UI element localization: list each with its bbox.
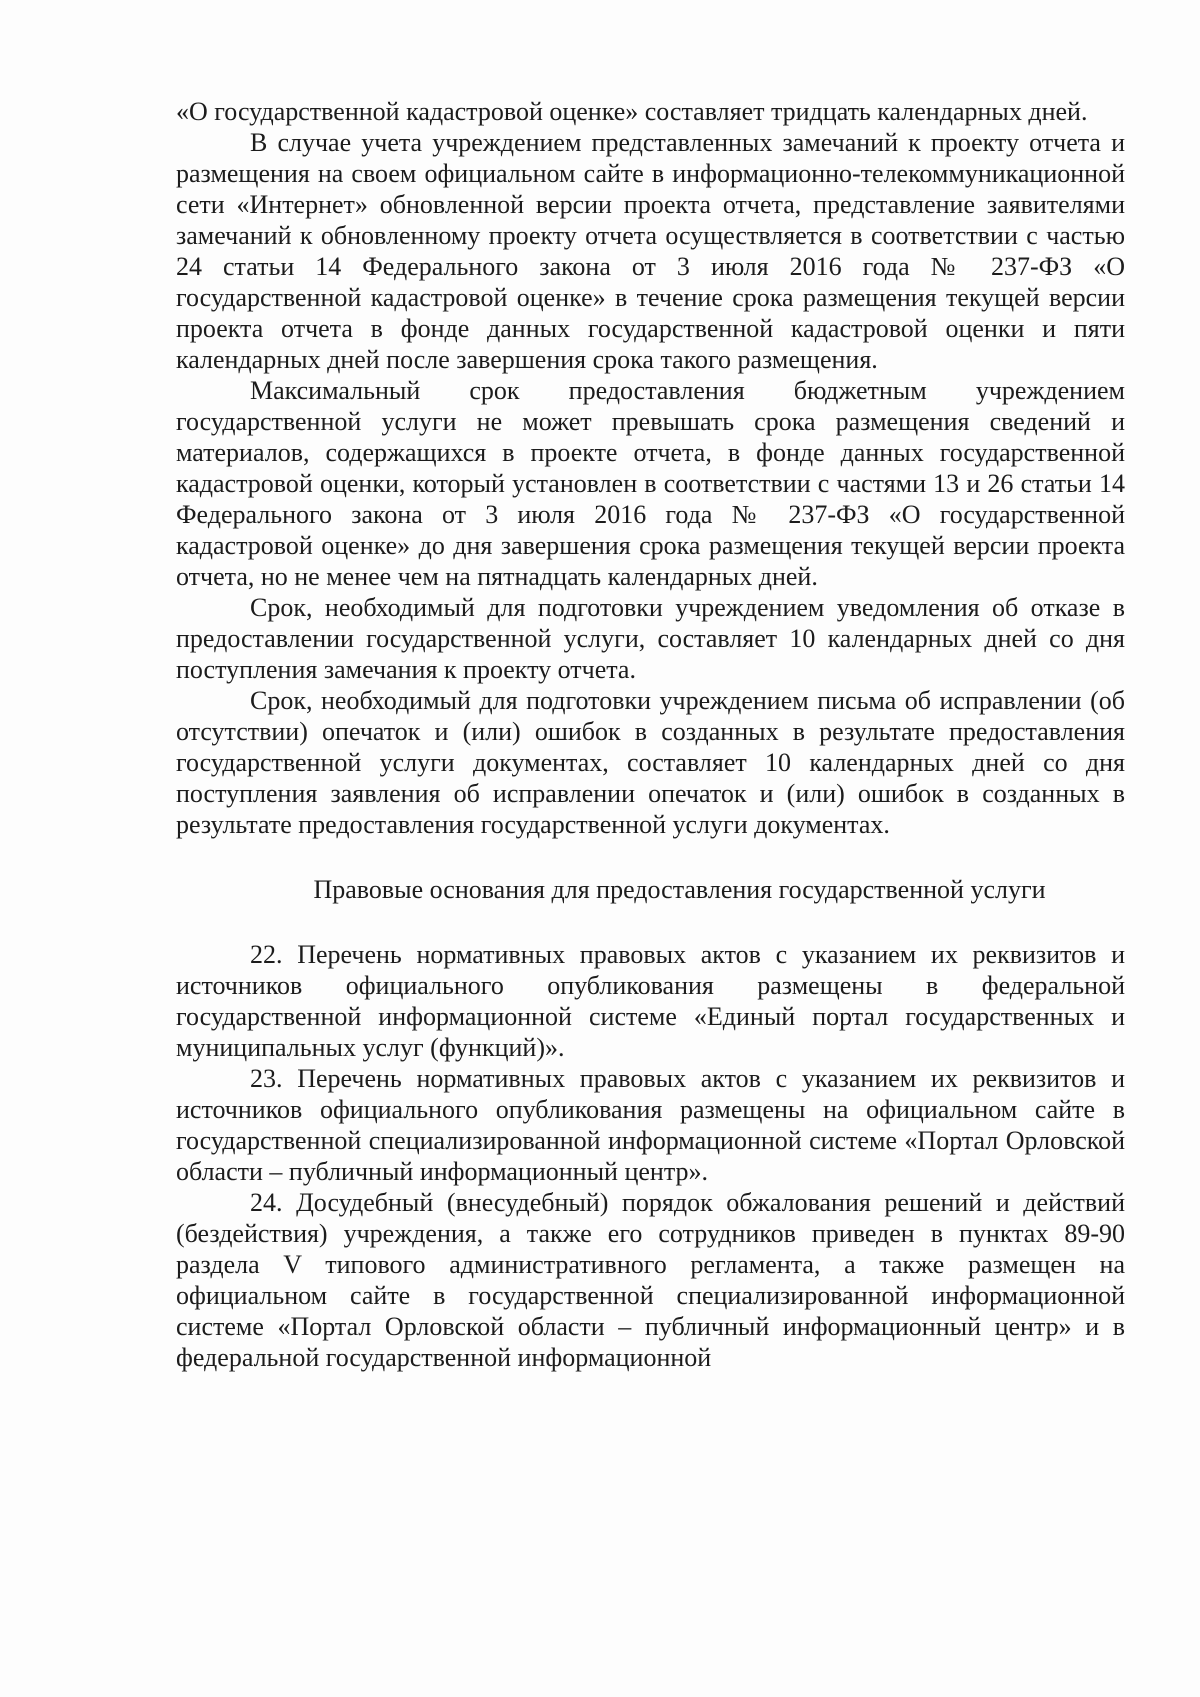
paragraph-continuation: «О государственной кадастровой оценке» составляет тридцать календарных дней. bbox=[176, 97, 1088, 126]
paragraph-comments-update: В случае учета учреждением представленных замечаний к проекту отчета и размещения на своем официальном сайте в информационно-телекоммуникационной сети «Интернет» обновленной версии проекта отчета, представление заявителями замечаний к обновленному проекту отчета осуществляется в соответствии с частью 24 статьи 14 Федерального закона от 3 июля 2016 года № 237-ФЗ «О государственной кадастровой оценке» в течение срока размещения текущей версии проекта отчета в фонде данных государственной кадастровой оценки и пяти календарных дней после завершения срока такого размещения. bbox=[176, 128, 1125, 374]
section-heading: Правовые основания для предоставления государственной услуги bbox=[313, 875, 1046, 904]
paragraph-correction-term: Срок, необходимый для подготовки учреждением письма об исправлении (об отсутствии) опечаток и (или) ошибок в созданных в результате предоставления государственной услуги документах, составляет 10 календарных дней со дня поступления заявления об исправлении опечаток и (или) ошибок в созданных в результате предоставления государственной услуги документах. bbox=[176, 686, 1125, 839]
item-23: 23. Перечень нормативных правовых актов с указанием их реквизитов и источников официального опубликования размещены на официальном сайте в государственной специализированной информационной системе «Портал Орловской области – публичный информационный центр». bbox=[176, 1064, 1125, 1186]
item-24: 24. Досудебный (внесудебный) порядок обжалования решений и действий (бездействия) учреждения, а также его сотрудников приведен в пунктах 89-90 раздела V типового административного регламента, а также размещен на официальном сайте в государственной специализированной информационной системе «Портал Орловской области – публичный информационный центр» и в федеральной государственной информационной bbox=[176, 1188, 1125, 1372]
paragraph-refusal-term: Срок, необходимый для подготовки учреждением уведомления об отказе в предоставлении государственной услуги, составляет 10 календарных дней со дня поступления замечания к проекту отчета. bbox=[176, 593, 1125, 684]
document-body bbox=[176, 96, 1125, 1373]
item-22: 22. Перечень нормативных правовых актов с указанием их реквизитов и источников официального опубликования размещены в федеральной государственной информационной системе «Единый портал государственных и муниципальных услуг (функций)». bbox=[176, 940, 1125, 1062]
paragraph-max-term: Максимальный срок предоставления бюджетным учреждением государственной услуги не может превышать срока размещения сведений и материалов, содержащихся в проекте отчета, в фонде данных государственной кадастровой оценки, который установлен в соответствии с частями 13 и 26 статьи 14 Федерального закона от 3 июля 2016 года № 237-ФЗ «О государственной кадастровой оценке» до дня завершения срока размещения текущей версии проекта отчета, но не менее чем на пятнадцать календарных дней. bbox=[176, 376, 1125, 591]
